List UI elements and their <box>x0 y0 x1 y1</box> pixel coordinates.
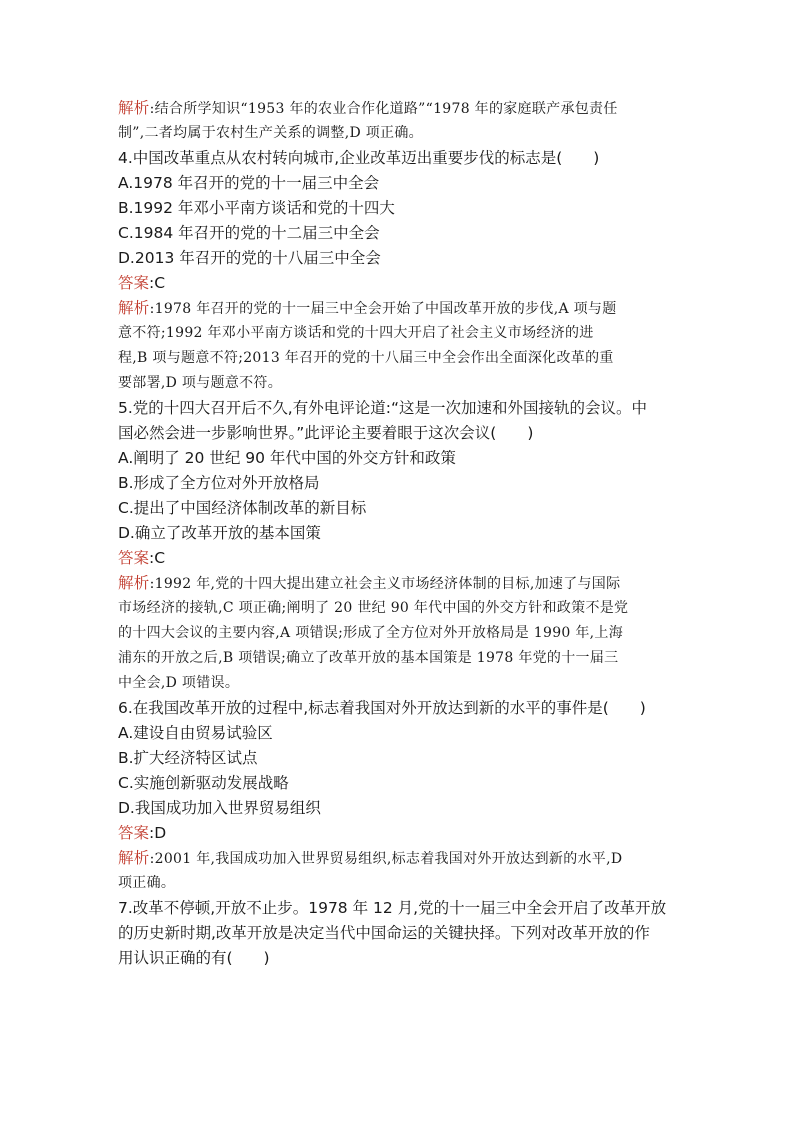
answer-label: 答案 <box>118 824 150 842</box>
analysis-label: 解析 <box>118 299 150 317</box>
q5-analysis-line-4: 浦东的开放之后,B 项错误;确立了改革开放的基本国策是 1978 年党的十一届三 <box>118 650 619 666</box>
q5-stem-line-2: 国必然会进一步影响世界。”此评论主要着眼于这次会议( ) <box>118 424 534 442</box>
q7-stem-line-1: 7.改革不停顿,开放不止步。1978 年 12 月,党的十一届三中全会开启了改革开放 <box>118 899 667 917</box>
q4-option-b: B.1992 年邓小平南方谈话和党的十四大 <box>118 199 395 217</box>
analysis-label: 解析 <box>118 99 150 117</box>
q3-analysis-line-2: 制”,二者均属于农村生产关系的调整,D 项正确。 <box>118 125 423 141</box>
q4-answer: 答案:C <box>118 274 166 292</box>
q5-option-b: B.形成了全方位对外开放格局 <box>118 474 320 492</box>
analysis-label: 解析 <box>118 574 150 592</box>
q7-stem-line-3: 用认识正确的有( ) <box>118 949 270 967</box>
q5-analysis-line-5: 中全会,D 项错误。 <box>118 675 240 691</box>
q6-option-b: B.扩大经济特区试点 <box>118 749 258 767</box>
q5-option-d: D.确立了改革开放的基本国策 <box>118 524 321 542</box>
q5-analysis-line-1: 解析:1992 年,党的十四大提出建立社会主义市场经济体制的目标,加速了与国际 <box>118 574 621 592</box>
q6-option-a: A.建设自由贸易试验区 <box>118 724 273 742</box>
analysis-label: 解析 <box>118 849 150 867</box>
q7-stem-line-2: 的历史新时期,改革开放是决定当代中国命运的关键抉择。下列对改革开放的作 <box>118 924 650 942</box>
q4-analysis-line-3: 程,B 项与题意不符;2013 年召开的党的十八届三中全会作出全面深化改革的重 <box>118 350 614 366</box>
q4-option-d: D.2013 年召开的党的十八届三中全会 <box>118 249 381 267</box>
q6-option-d: D.我国成功加入世界贸易组织 <box>118 799 321 817</box>
q5-option-c: C.提出了中国经济体制改革的新目标 <box>118 499 367 517</box>
q6-option-c: C.实施创新驱动发展战略 <box>118 774 289 792</box>
q4-option-a: A.1978 年召开的党的十一届三中全会 <box>118 174 380 192</box>
q3-analysis-line-1: 解析:结合所学知识“1953 年的农业合作化道路”“1978 年的家庭联产承包责任 <box>118 99 618 117</box>
document-page <box>118 96 678 971</box>
answer-label: 答案 <box>118 274 150 292</box>
q5-analysis-line-2: 市场经济的接轨,C 项正确;阐明了 20 世纪 90 年代中国的外交方针和政策不是党 <box>118 600 629 616</box>
q5-answer: 答案:C <box>118 549 166 567</box>
answer-label: 答案 <box>118 549 150 567</box>
q6-analysis-line-2: 项正确。 <box>118 875 176 891</box>
q6-analysis-line-1: 解析:2001 年,我国成功加入世界贸易组织,标志着我国对外开放达到新的水平,D <box>118 849 623 867</box>
q5-option-a: A.阐明了 20 世纪 90 年代中国的外交方针和政策 <box>118 449 456 467</box>
q4-analysis-line-2: 意不符;1992 年邓小平南方谈话和党的十四大开启了社会主义市场经济的进 <box>118 325 594 341</box>
q6-stem: 6.在我国改革开放的过程中,标志着我国对外开放达到新的水平的事件是( ) <box>118 699 646 717</box>
q4-analysis-line-1: 解析:1978 年召开的党的十一届三中全会开始了中国改革开放的步伐,A 项与题 <box>118 299 617 317</box>
q5-analysis-line-3: 的十四大会议的主要内容,A 项错误;形成了全方位对外开放格局是 1990 年,上海 <box>118 625 624 641</box>
q6-answer: 答案:D <box>118 824 167 842</box>
q4-analysis-line-4: 要部署,D 项与题意不符。 <box>118 375 283 391</box>
q4-option-c: C.1984 年召开的党的十二届三中全会 <box>118 224 380 242</box>
q4-stem: 4.中国改革重点从农村转向城市,企业改革迈出重要步伐的标志是( ) <box>118 149 600 167</box>
q5-stem-line-1: 5.党的十四大召开后不久,有外电评论道:“这是一次加速和外国接轨的会议。中 <box>118 399 647 417</box>
